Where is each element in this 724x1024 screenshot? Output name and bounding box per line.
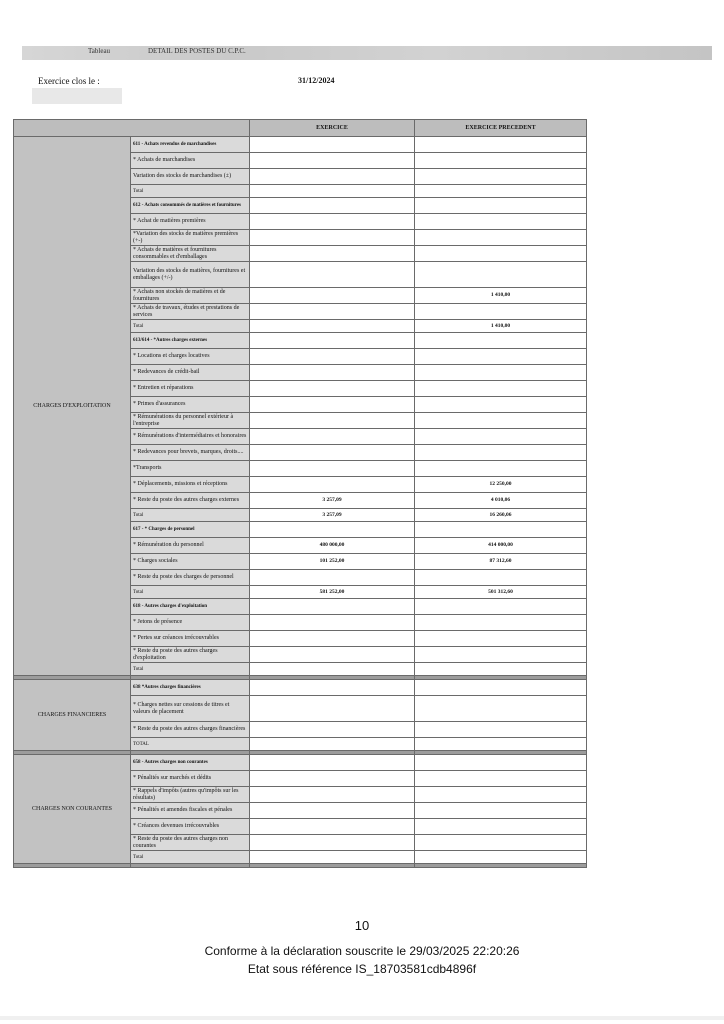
row-label: * Jetons de présence xyxy=(131,615,250,631)
value-exercice xyxy=(250,304,415,320)
value-exercice xyxy=(250,738,415,751)
category-label: CHARGES D'EXPLOITATION xyxy=(14,137,131,676)
table-end-rule xyxy=(14,864,587,868)
value-precedent xyxy=(415,349,587,365)
value-cell xyxy=(415,755,587,771)
row-label: * Redevances pour brevets, marques, droits.... xyxy=(131,445,250,461)
value-precedent xyxy=(415,214,587,230)
row-label: * Pénalités sur marchés et dédits xyxy=(131,771,250,787)
value-precedent xyxy=(415,262,587,288)
value-exercice xyxy=(250,153,415,169)
value-cell xyxy=(250,522,415,538)
footer-reference: Etat sous référence IS_18703581cdb4896f xyxy=(247,962,477,976)
cpc-table xyxy=(13,119,587,868)
value-cell xyxy=(415,137,587,153)
group-title: 612 - Achats consommés de matières et fournitures xyxy=(131,198,250,214)
value-exercice xyxy=(250,445,415,461)
value-exercice xyxy=(250,477,415,493)
value-precedent xyxy=(415,246,587,262)
value-precedent xyxy=(415,722,587,738)
page-number: 10 xyxy=(354,918,370,933)
value-precedent xyxy=(415,647,587,663)
value-exercice xyxy=(250,230,415,246)
row-label: * Achats de marchandises xyxy=(131,153,250,169)
value-exercice xyxy=(250,696,415,722)
value-precedent: 16 260,06 xyxy=(415,509,587,522)
group-title: 617 - * Charges de personnel xyxy=(131,522,250,538)
group-title-row xyxy=(14,680,587,696)
value-exercice xyxy=(250,570,415,586)
row-label: * Reste du poste des charges de personnel xyxy=(131,570,250,586)
row-label: Total xyxy=(131,185,250,198)
row-label: * Entretien et réparations xyxy=(131,381,250,397)
value-precedent xyxy=(415,230,587,246)
value-exercice xyxy=(250,647,415,663)
value-precedent: 87 312,60 xyxy=(415,554,587,570)
exercice-label: Exercice clos le : xyxy=(38,76,100,86)
value-cell xyxy=(415,522,587,538)
value-precedent xyxy=(415,461,587,477)
value-cell xyxy=(250,680,415,696)
row-label: *Transports xyxy=(131,461,250,477)
value-precedent xyxy=(415,169,587,185)
value-exercice xyxy=(250,169,415,185)
row-label: TOTAL xyxy=(131,738,250,751)
value-precedent: 12 250,00 xyxy=(415,477,587,493)
value-exercice: 101 252,00 xyxy=(250,554,415,570)
group-title-row xyxy=(14,755,587,771)
category-label: CHARGES FINANCIERES xyxy=(14,680,131,751)
value-exercice xyxy=(250,381,415,397)
value-exercice xyxy=(250,803,415,819)
row-label: * Redevances de crédit-bail xyxy=(131,365,250,381)
value-cell xyxy=(250,198,415,214)
value-exercice xyxy=(250,262,415,288)
group-title: 613/614 - *Autres charges externes xyxy=(131,333,250,349)
value-exercice: 3 257,09 xyxy=(250,493,415,509)
value-exercice xyxy=(250,246,415,262)
document-title: DETAIL DES POSTES DU C.P.C. xyxy=(148,47,246,55)
value-cell xyxy=(415,599,587,615)
row-label: * Pénalités et amendes fiscales et pénales xyxy=(131,803,250,819)
value-precedent xyxy=(415,365,587,381)
row-label: * Rappels d'impôts (autres qu'impôts sur les résultats) xyxy=(131,787,250,803)
value-precedent xyxy=(415,787,587,803)
value-precedent xyxy=(415,696,587,722)
value-exercice xyxy=(250,851,415,864)
value-precedent xyxy=(415,738,587,751)
value-precedent xyxy=(415,429,587,445)
value-exercice: 480 000,00 xyxy=(250,538,415,554)
row-label: Total xyxy=(131,320,250,333)
row-label: Total xyxy=(131,509,250,522)
value-exercice xyxy=(250,397,415,413)
row-label: * Charges sociales xyxy=(131,554,250,570)
value-exercice xyxy=(250,288,415,304)
row-label: * Rémunération du personnel xyxy=(131,538,250,554)
footer-conformity: Conforme à la déclaration souscrite le 29/03/2025 22:20:26 xyxy=(204,944,520,958)
value-exercice xyxy=(250,461,415,477)
category-label: CHARGES NON COURANTES xyxy=(14,755,131,864)
value-precedent: 1 410,00 xyxy=(415,320,587,333)
col-exercice: EXERCICE xyxy=(250,120,415,137)
row-label: * Rémunérations du personnel extérieur à l'entreprise xyxy=(131,413,250,429)
value-exercice xyxy=(250,615,415,631)
col-exercice-precedent: EXERCICE PRECEDENT xyxy=(415,120,587,137)
row-label: *Variation des stocks de matières premières (+-) xyxy=(131,230,250,246)
value-precedent: 4 010,06 xyxy=(415,493,587,509)
value-precedent xyxy=(415,835,587,851)
value-precedent: 1 410,00 xyxy=(415,288,587,304)
row-label: * Locations et charges locatives xyxy=(131,349,250,365)
group-title: 611 - Achats revendus de marchandises xyxy=(131,137,250,153)
value-precedent xyxy=(415,631,587,647)
value-cell xyxy=(415,198,587,214)
value-precedent: 414 000,00 xyxy=(415,538,587,554)
row-label: * Achat de matières premières xyxy=(131,214,250,230)
header-blank xyxy=(14,120,250,137)
value-exercice: 581 252,00 xyxy=(250,586,415,599)
value-precedent xyxy=(415,397,587,413)
value-cell xyxy=(415,333,587,349)
value-precedent xyxy=(415,851,587,864)
value-exercice xyxy=(250,787,415,803)
row-label: * Pertes sur créances irrécouvrables xyxy=(131,631,250,647)
row-label: * Achats de travaux, études et prestations de services xyxy=(131,304,250,320)
row-label: * Achats non stockés de matières et de fournitures xyxy=(131,288,250,304)
exercice-date: 31/12/2024 xyxy=(298,76,335,85)
value-exercice xyxy=(250,429,415,445)
value-exercice xyxy=(250,722,415,738)
value-exercice xyxy=(250,320,415,333)
value-precedent xyxy=(415,771,587,787)
row-label: * Charges nettes sur cessions de titres et valeurs de placement xyxy=(131,696,250,722)
row-label: Variation des stocks de matières, fournitures et emballages (+/-) xyxy=(131,262,250,288)
value-precedent xyxy=(415,570,587,586)
value-cell xyxy=(250,333,415,349)
group-title: 658 - Autres charges non courantes xyxy=(131,755,250,771)
value-exercice xyxy=(250,185,415,198)
value-precedent: 501 312,60 xyxy=(415,586,587,599)
row-label: Total xyxy=(131,586,250,599)
row-label: * Créances devenues irrécouvrables xyxy=(131,819,250,835)
row-label: * Achats de matières et fournitures consommables et d'emballages xyxy=(131,246,250,262)
value-exercice: 3 257,09 xyxy=(250,509,415,522)
row-label: * Rémunérations d'intermédiaires et honoraires xyxy=(131,429,250,445)
value-precedent xyxy=(415,663,587,676)
row-label: * Primes d'assurances xyxy=(131,397,250,413)
value-precedent xyxy=(415,445,587,461)
value-exercice xyxy=(250,214,415,230)
row-label: Total xyxy=(131,663,250,676)
value-exercice xyxy=(250,365,415,381)
value-precedent xyxy=(415,381,587,397)
value-exercice xyxy=(250,819,415,835)
group-title-row xyxy=(14,137,587,153)
row-label: * Déplacements, missions et réceptions xyxy=(131,477,250,493)
value-exercice xyxy=(250,413,415,429)
value-precedent xyxy=(415,153,587,169)
value-precedent xyxy=(415,615,587,631)
cpc-body xyxy=(14,137,587,868)
row-label: * Reste du poste des autres charges externes xyxy=(131,493,250,509)
value-cell xyxy=(415,680,587,696)
value-cell xyxy=(250,137,415,153)
header-row xyxy=(14,120,587,137)
value-exercice xyxy=(250,349,415,365)
row-label: Variation des stocks de marchandises (±) xyxy=(131,169,250,185)
redacted-area xyxy=(32,88,122,104)
row-label: Total xyxy=(131,851,250,864)
value-cell xyxy=(250,599,415,615)
row-label: * Reste du poste des autres charges non courantes xyxy=(131,835,250,851)
tableau-label: Tableau xyxy=(88,47,111,55)
top-banner xyxy=(22,46,712,60)
bottom-scan-edge xyxy=(0,1016,724,1020)
value-precedent xyxy=(415,304,587,320)
value-precedent xyxy=(415,185,587,198)
value-exercice xyxy=(250,663,415,676)
row-label: * Reste du poste des autres charges d'exploitation xyxy=(131,647,250,663)
value-exercice xyxy=(250,631,415,647)
value-precedent xyxy=(415,803,587,819)
value-cell xyxy=(250,755,415,771)
group-title: 638 *Autres charges financières xyxy=(131,680,250,696)
group-title: 618 - Autres charges d'exploitation xyxy=(131,599,250,615)
value-exercice xyxy=(250,771,415,787)
value-precedent xyxy=(415,819,587,835)
row-label: * Reste du poste des autres charges financières xyxy=(131,722,250,738)
value-exercice xyxy=(250,835,415,851)
value-precedent xyxy=(415,413,587,429)
